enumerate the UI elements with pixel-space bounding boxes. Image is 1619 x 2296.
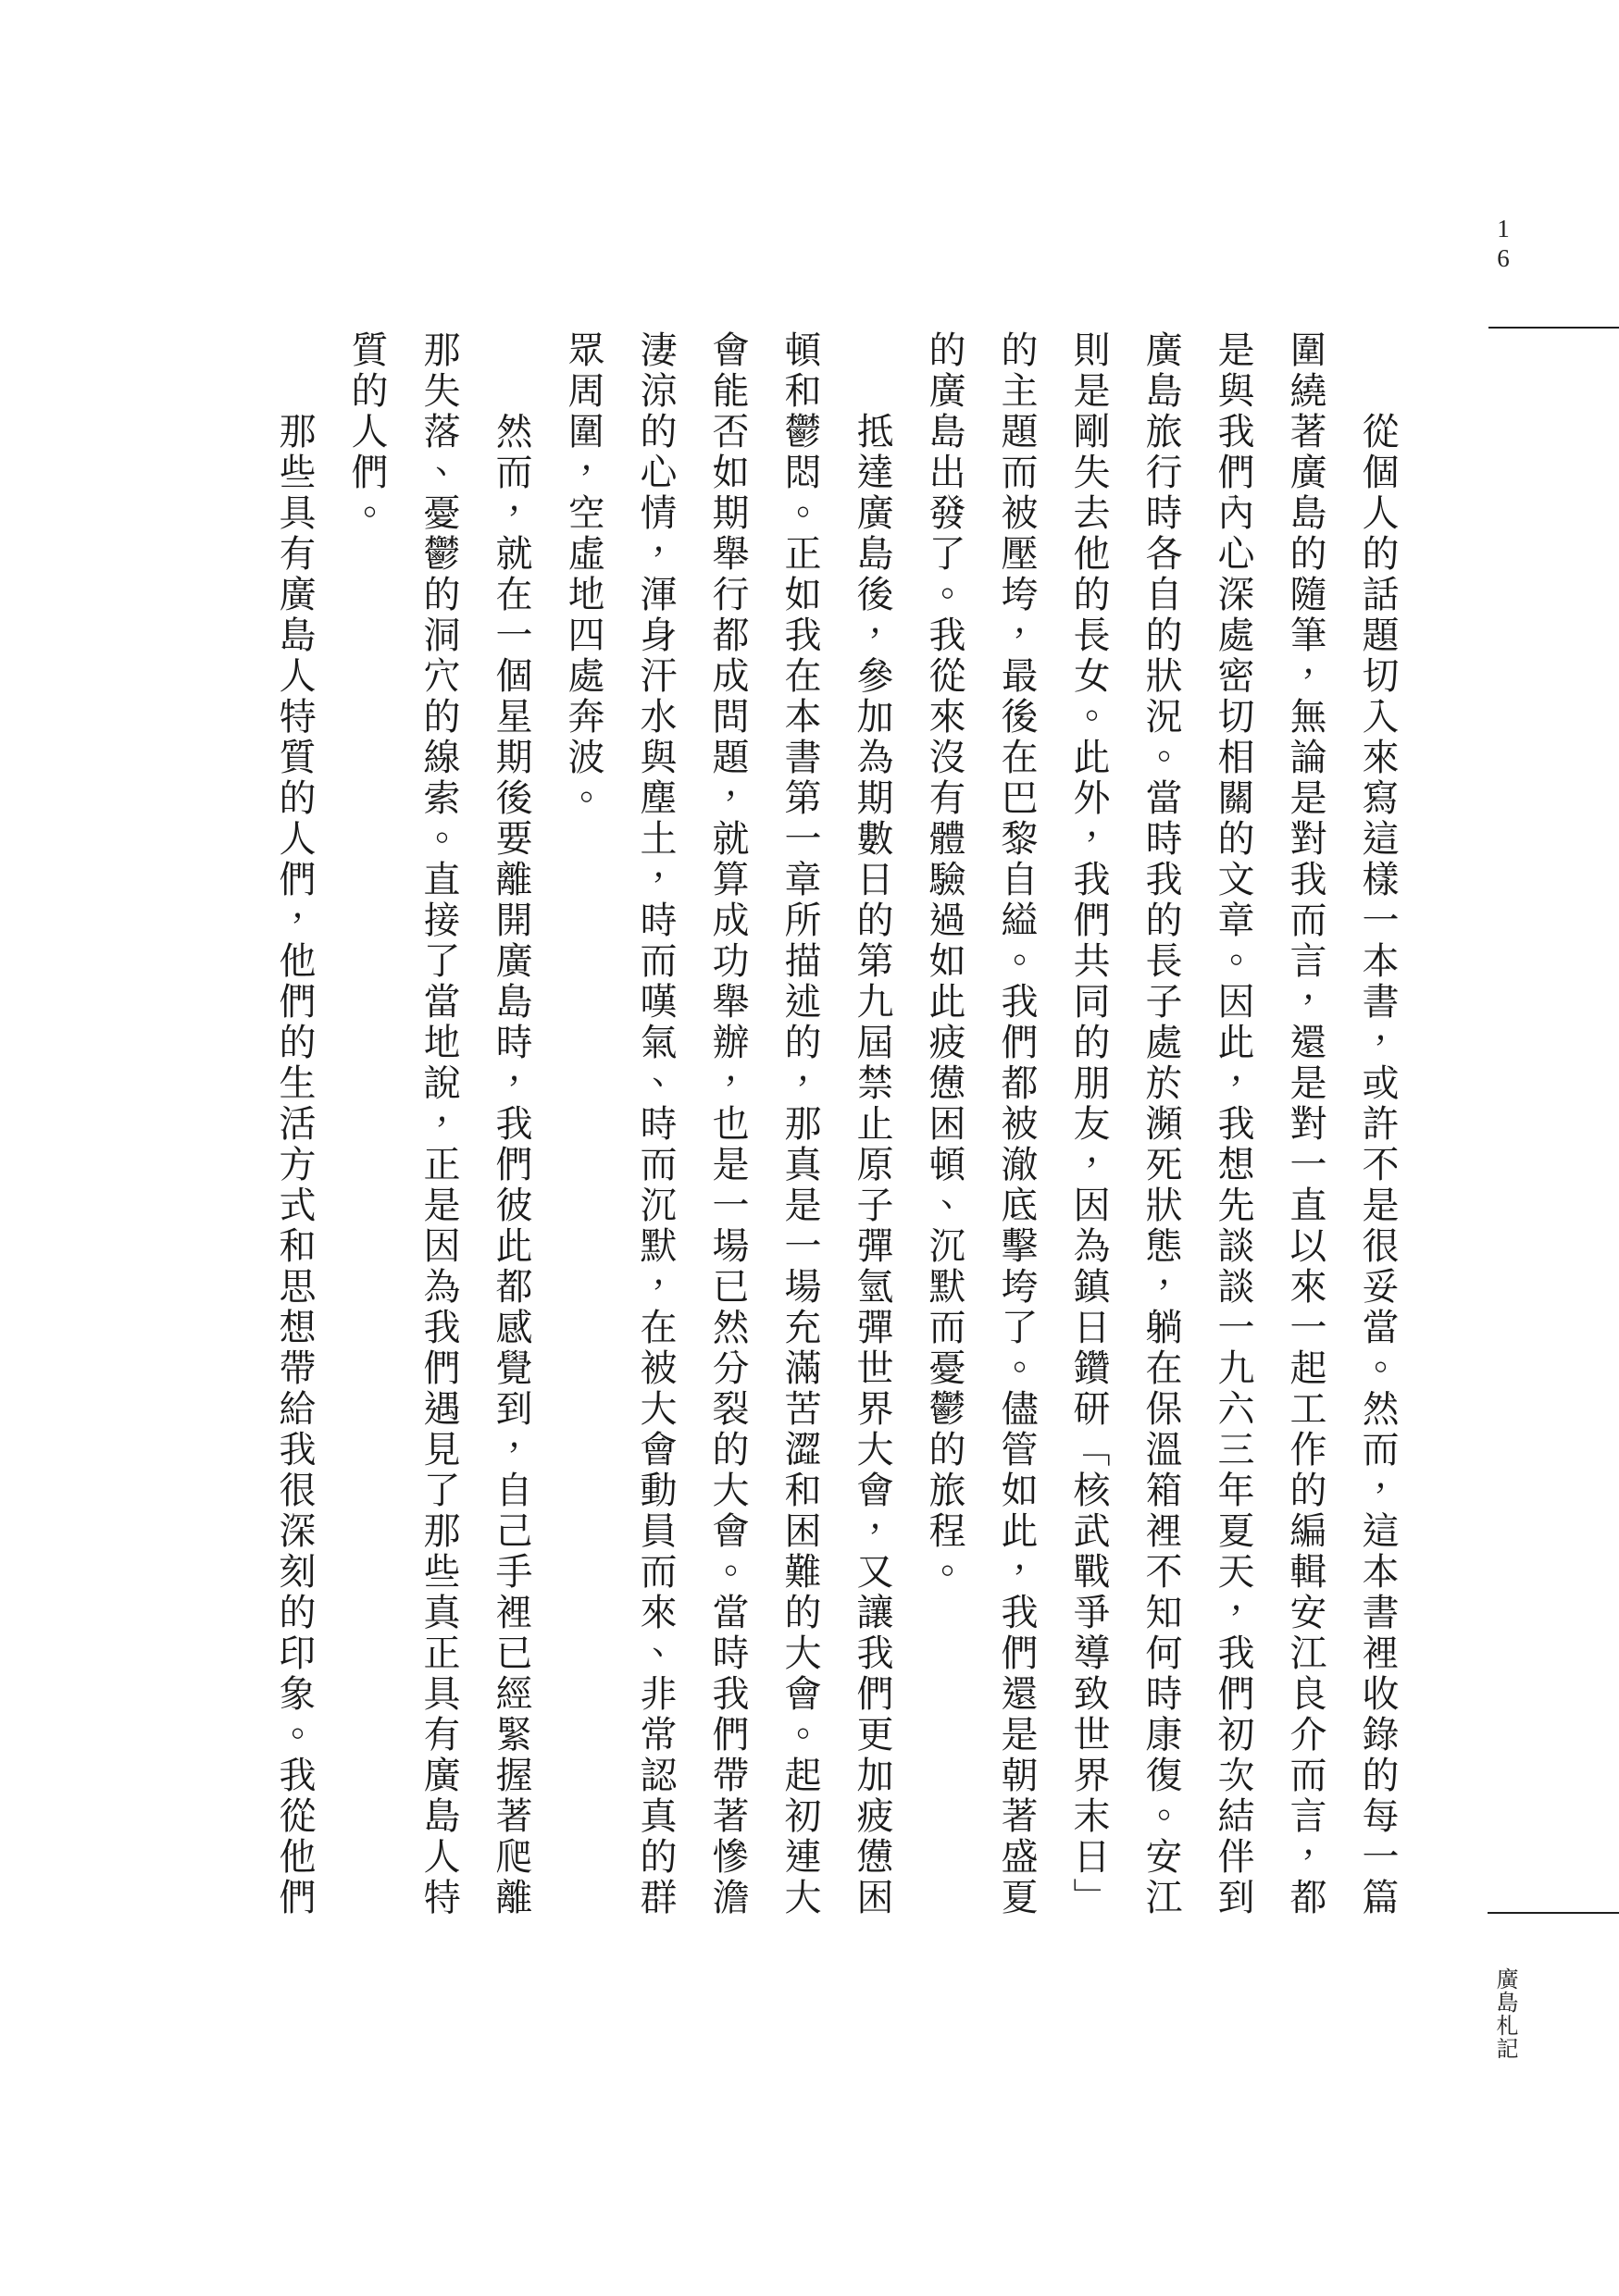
body-text: [258, 330, 1414, 1922]
header-rule: [1488, 327, 1619, 329]
paragraph: 從個人的話題切入來寫這樣一本書，或許不是很妥當。然而，這本書裡收錄的每一篇圍繞著廣島的隨筆，無論是對我而言，還是對一直以來一起工作的編輯安江良介而言，都是與我們內心深處密切相關的文章。因此，我想先談談一九六三年夏天，我們初次結伴到廣島旅行時各自的狀況。當時我的長子處於瀕死狀態，躺在保溫箱裡不知何時康復。安江則是剛失去他的長女。此外，我們共同的朋友，因為鎮日鑽研「核武戰爭導致世界末日」的主題而被壓垮，最後在巴黎自縊。我們都被澈底擊垮了。儘管如此，我們還是朝著盛夏的廣島出發了。我從來沒有體驗過如此疲憊困頓、沉默而憂鬱的旅程。: [924, 330, 1399, 1918]
running-title: 廣島札記: [1492, 1967, 1516, 2060]
page-number: 16: [1489, 215, 1517, 274]
footer-rule: [1488, 1912, 1619, 1914]
paragraph: 那些具有廣島人特質的人們，他們的生活方式和思想帶給我很深刻的印象。我從他們: [274, 412, 316, 1918]
paragraph: 然而，就在一個星期後要離開廣島時，我們彼此都感覺到，自己手裡已經緊握著爬離那失落、憂鬱的洞穴的線索。直接了當地說，正是因為我們遇見了那些真正具有廣島人特質的人們。: [346, 330, 532, 1918]
paragraph: 抵達廣島後，參加為期數日的第九屆禁止原子彈氫彈世界大會，又讓我們更加疲憊困頓和鬱悶。正如我在本書第一章所描述的，那真是一場充滿苦澀和困難的大會。起初連大會能否如期舉行都成問題，就算成功舉辦，也是一場已然分裂的大會。當時我們帶著慘澹淒涼的心情，渾身汗水與塵土，時而嘆氣、時而沉默，在被大會動員而來、非常認真的群眾周圍，空虛地四處奔波。: [563, 330, 893, 1918]
